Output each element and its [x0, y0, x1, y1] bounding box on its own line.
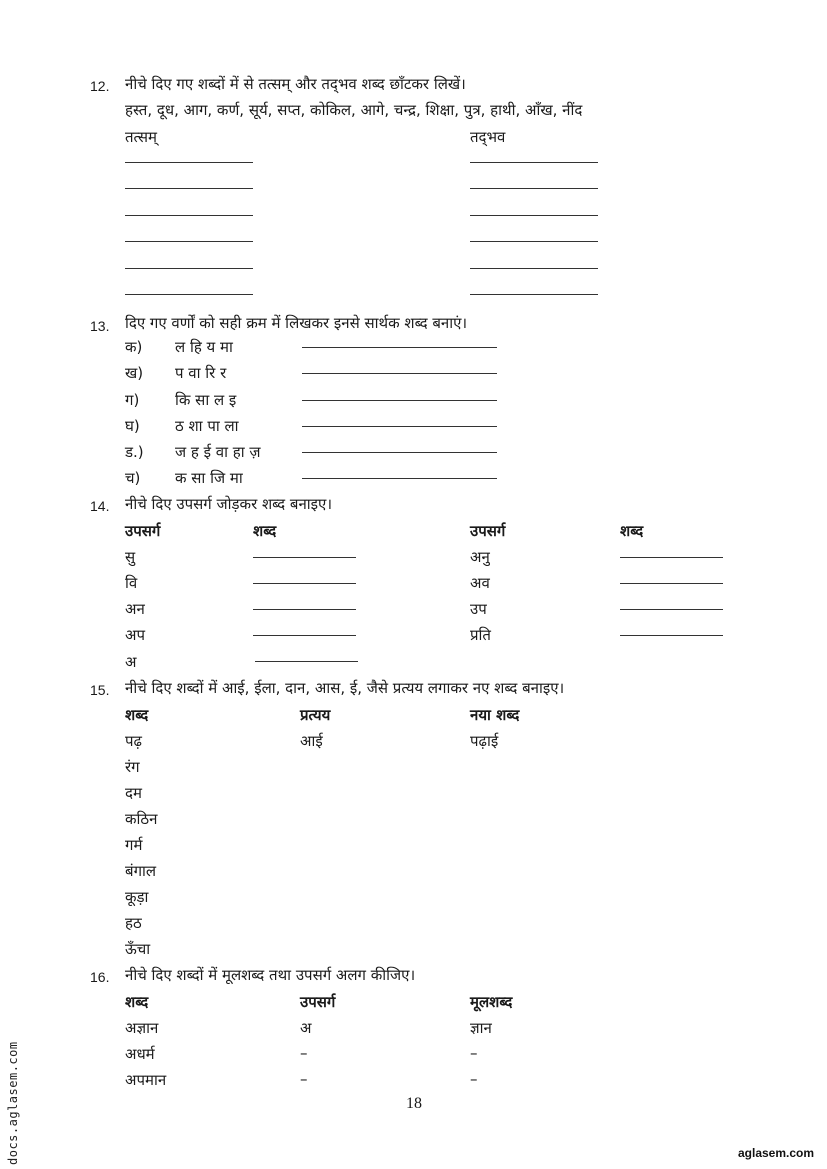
- q16-word: अज्ञान: [125, 1019, 159, 1037]
- q13-item-letters: प वा रि र: [175, 364, 227, 382]
- q12-tatsam-blank[interactable]: [125, 215, 253, 216]
- q12-tadbhav-blank[interactable]: [470, 215, 598, 216]
- q12-tatsam-heading: तत्सम्: [125, 128, 157, 146]
- q15-naya-shabd-heading: नया शब्द: [470, 706, 520, 724]
- q14-prefix: उप: [470, 600, 487, 618]
- q16-upsarg: –: [300, 1044, 308, 1062]
- q12-tatsam-blank[interactable]: [125, 268, 253, 269]
- q13-item-letters: ल हि य मा: [175, 338, 233, 356]
- q13-answer-blank[interactable]: [302, 400, 497, 401]
- q16-upsarg: अ: [300, 1019, 312, 1037]
- q15-word: बंगाल: [125, 862, 157, 880]
- q13-number: 13.: [90, 318, 110, 334]
- q14-number: 14.: [90, 498, 110, 514]
- q13-answer-blank[interactable]: [302, 373, 497, 374]
- q14-shabd-heading: शब्द: [253, 522, 277, 540]
- q13-item-label: च): [125, 469, 141, 487]
- q14-word-blank[interactable]: [620, 635, 723, 636]
- q12-tatsam-blank[interactable]: [125, 241, 253, 242]
- q16-upsarg: –: [300, 1070, 308, 1088]
- q12-tadbhav-blank[interactable]: [470, 268, 598, 269]
- q12-tadbhav-blank[interactable]: [470, 294, 598, 295]
- q14-word-blank[interactable]: [253, 557, 356, 558]
- q16-word: अधर्म: [125, 1045, 155, 1063]
- q13-item-label: क): [125, 338, 143, 356]
- q15-word: ऊँचा: [125, 940, 151, 958]
- q14-word-blank[interactable]: [620, 583, 723, 584]
- q14-word-blank[interactable]: [253, 583, 356, 584]
- page-number: 18: [406, 1095, 422, 1112]
- q13-item-label: ड.): [125, 443, 144, 461]
- q14-prefix: प्रति: [470, 626, 491, 644]
- q14-shabd-heading: शब्द: [620, 522, 644, 540]
- q13-answer-blank[interactable]: [302, 452, 497, 453]
- q14-upsarg-heading: उपसर्ग: [470, 522, 506, 540]
- q15-word: कठिन: [125, 810, 158, 828]
- q12-number: 12.: [90, 78, 110, 94]
- q12-tadbhav-blank[interactable]: [470, 188, 598, 189]
- q13-item-letters: क सा जि मा: [175, 469, 243, 487]
- q12-tadbhav-blank[interactable]: [470, 241, 598, 242]
- q14-text: नीचे दिए उपसर्ग जोड़कर शब्द बनाइए।: [125, 495, 333, 513]
- q14-word-blank[interactable]: [255, 661, 358, 662]
- q16-mool-shabd: –: [470, 1070, 478, 1088]
- q15-word: रंग: [125, 758, 140, 776]
- q15-word: गर्म: [125, 836, 143, 854]
- q15-word: हठ: [125, 914, 142, 932]
- q13-answer-blank[interactable]: [302, 426, 497, 427]
- q16-upsarg-heading: उपसर्ग: [300, 993, 336, 1011]
- q16-text: नीचे दिए शब्दों में मूलशब्द तथा उपसर्ग अलग कीजिए।: [125, 966, 416, 984]
- q15-number: 15.: [90, 682, 110, 698]
- q15-word: पढ़: [125, 732, 142, 750]
- q16-shabd-heading: शब्द: [125, 993, 149, 1011]
- q16-mool-shabd-heading: मूलशब्द: [470, 993, 513, 1011]
- q12-tatsam-blank[interactable]: [125, 294, 253, 295]
- q13-text: दिए गए वर्णों को सही क्रम में लिखकर इनसे सार्थक शब्द बनाएं।: [125, 314, 468, 332]
- q14-word-blank[interactable]: [620, 609, 723, 610]
- q14-word-blank[interactable]: [253, 635, 356, 636]
- q14-word-blank[interactable]: [620, 557, 723, 558]
- q13-item-label: घ): [125, 417, 140, 435]
- q15-example-new-word: पढ़ाई: [470, 732, 499, 750]
- q13-item-letters: ज ह ई वा हा ज़: [175, 443, 261, 461]
- q14-upsarg-heading: उपसर्ग: [125, 522, 161, 540]
- q13-item-label: ख): [125, 364, 144, 382]
- q16-mool-shabd: ज्ञान: [470, 1019, 492, 1037]
- q13-answer-blank[interactable]: [302, 478, 497, 479]
- q14-prefix: अनु: [470, 548, 490, 566]
- brand-watermark: aglasem.com: [738, 1146, 815, 1160]
- q14-prefix: अ: [125, 653, 137, 671]
- q15-shabd-heading: शब्द: [125, 706, 149, 724]
- q14-prefix: वि: [125, 574, 138, 592]
- q15-text: नीचे दिए शब्दों में आई, ईला, दान, आस, ई, जैसे प्रत्यय लगाकर नए शब्द बनाइए।: [125, 679, 565, 697]
- q13-item-letters: कि सा ल इ: [175, 391, 237, 409]
- q16-number: 16.: [90, 969, 110, 985]
- q15-word: दम: [125, 784, 142, 802]
- q16-mool-shabd: –: [470, 1044, 478, 1062]
- q12-tatsam-blank[interactable]: [125, 188, 253, 189]
- q12-tadbhav-heading: तद्‌भव: [470, 128, 506, 146]
- q14-prefix: अन: [125, 600, 145, 618]
- q15-pratyay-heading: प्रत्यय: [300, 706, 331, 724]
- q14-word-blank[interactable]: [253, 609, 356, 610]
- q13-item-letters: ठ शा पा ला: [175, 417, 239, 435]
- q12-tadbhav-blank[interactable]: [470, 162, 598, 163]
- q14-prefix: अव: [470, 574, 490, 592]
- q13-item-label: ग): [125, 391, 140, 409]
- q12-tatsam-blank[interactable]: [125, 162, 253, 163]
- q16-word: अपमान: [125, 1071, 167, 1089]
- q15-word: कूड़ा: [125, 888, 149, 906]
- q12-text: नीचे दिए गए शब्दों में से तत्सम् और तद्‌भव शब्द छाँटकर लिखें।: [125, 75, 466, 93]
- side-watermark-url: docs.aglasem.com: [6, 1041, 20, 1165]
- q14-prefix: सु: [125, 548, 136, 566]
- q12-word-list: हस्त, दूध, आग, कर्ण, सूर्य, सप्त, कोकिल, आगे, चन्द्र, शिक्षा, पुत्र, हाथी, आँख, नींद: [125, 101, 583, 119]
- q13-answer-blank[interactable]: [302, 347, 497, 348]
- q14-prefix: अप: [125, 626, 145, 644]
- q15-example-pratyay: आई: [300, 732, 323, 750]
